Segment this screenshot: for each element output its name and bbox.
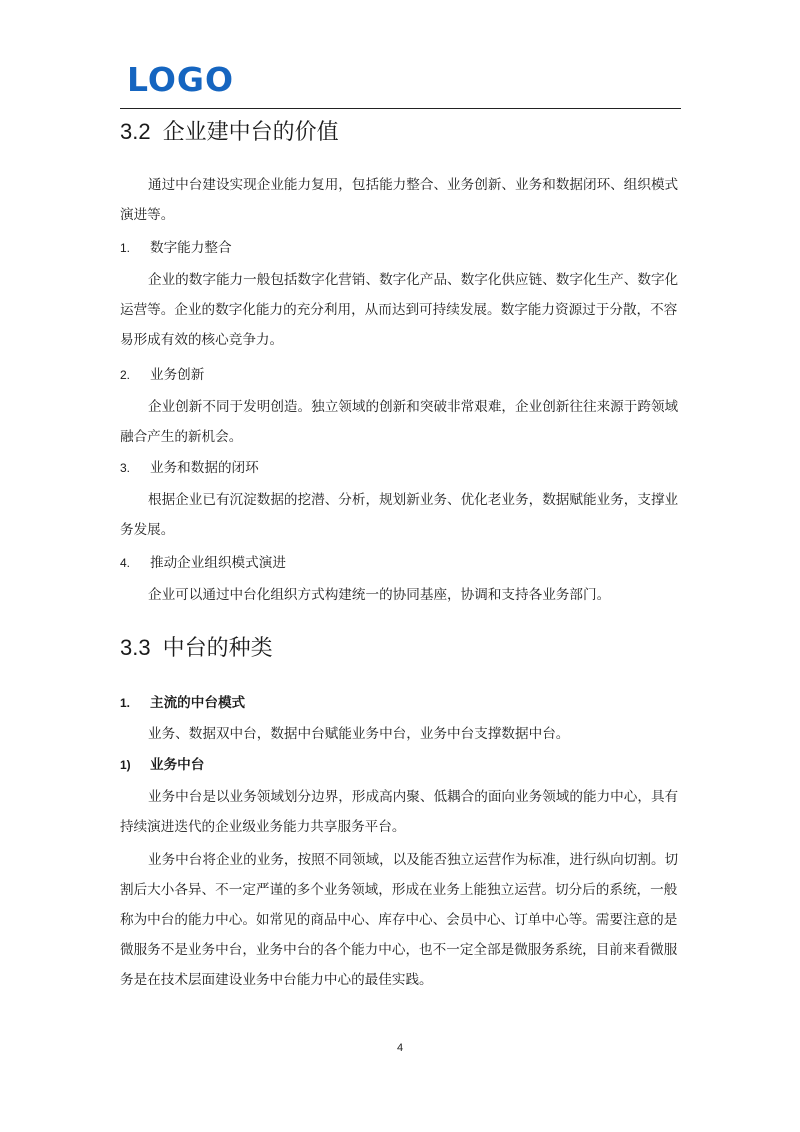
page-number: 4 — [396, 1042, 404, 1054]
section-title: 企业建中台的价值 — [162, 120, 339, 145]
list-number: 4. — [120, 556, 131, 570]
list-item-body: 企业的数字能力一般包括数字化营销、数字化产品、数字化供应链、数字化生产、数字化运营等。企业的数字化能力的充分利用，从而达到可持续发展。数字能力资源过于分散，不容易形成有效的核心竞争力。 — [120, 272, 679, 348]
list-item-body: 企业可以通过中台化组织方式构建统一的协同基座，协调和支持各业务部门。 — [148, 587, 611, 603]
list-item-body: 根据企业已有沉淀数据的挖潜、分析，规划新业务、优化老业务，数据赋能业务，支撑业务发展。 — [120, 492, 679, 538]
header-divider — [120, 108, 681, 109]
subsection-title: 主流的中台模式 — [150, 695, 246, 711]
list-item-body: 企业创新不同于发明创造。独立领域的创新和突破非常艰难，企业创新往往来源于跨领域融合产生的新机会。 — [120, 399, 679, 445]
list-number: 1. — [120, 241, 131, 255]
list-number: 2. — [120, 368, 131, 382]
list-item-heading — [120, 453, 259, 483]
list-title: 推动企业组织模式演进 — [150, 555, 286, 571]
list-number: 3. — [120, 461, 131, 475]
list-item-heading — [120, 548, 286, 578]
list-number: 1) — [120, 758, 131, 772]
subsection-body: 业务、数据双中台，数据中台赋能业务中台，业务中台支撑数据中台。 — [148, 726, 570, 742]
section-number: 3.3 — [120, 635, 151, 660]
list-title: 业务和数据的闭环 — [150, 460, 259, 476]
list-title: 业务创新 — [150, 367, 205, 383]
list-number: 1. — [120, 696, 131, 710]
section-number: 3.2 — [120, 119, 151, 144]
list-title: 数字能力整合 — [150, 240, 232, 256]
subsection-body: 业务中台是以业务领域划分边界，形成高内聚、低耦合的面向业务领域的能力中心，具有持续演进迭代的企业级业务能力共享服务平台。 — [120, 789, 679, 835]
section-intro: 通过中台建设实现企业能力复用，包括能力整合、业务创新、业务和数据闭环、组织模式演进等。 — [120, 177, 679, 223]
subsection-body: 业务中台将企业的业务，按照不同领域，以及能否独立运营作为标准，进行纵向切割。切割后大小各异、不一定严谨的多个业务领域，形成在业务上能独立运营。切分后的系统，一般称为中台的能力中心。如常见的商品中心、库存中心、会员中心、订单中心等。需要注意的是微服务不是业务中台，业务中台的各个能力中心，也不一定全部是微服务系统，目前来看微服务是在技术层面建设业务中台能力中心的最佳实践。 — [120, 852, 679, 988]
subsection-heading — [120, 688, 245, 718]
subsection-title: 业务中台 — [150, 757, 205, 773]
section-heading-3-3 — [120, 633, 273, 664]
subsection-heading — [120, 750, 204, 780]
list-item-heading — [120, 233, 232, 263]
company-logo: LOGO — [127, 60, 235, 99]
section-heading-3-2 — [120, 117, 339, 148]
list-item-heading — [120, 360, 204, 390]
section-title: 中台的种类 — [162, 636, 273, 661]
